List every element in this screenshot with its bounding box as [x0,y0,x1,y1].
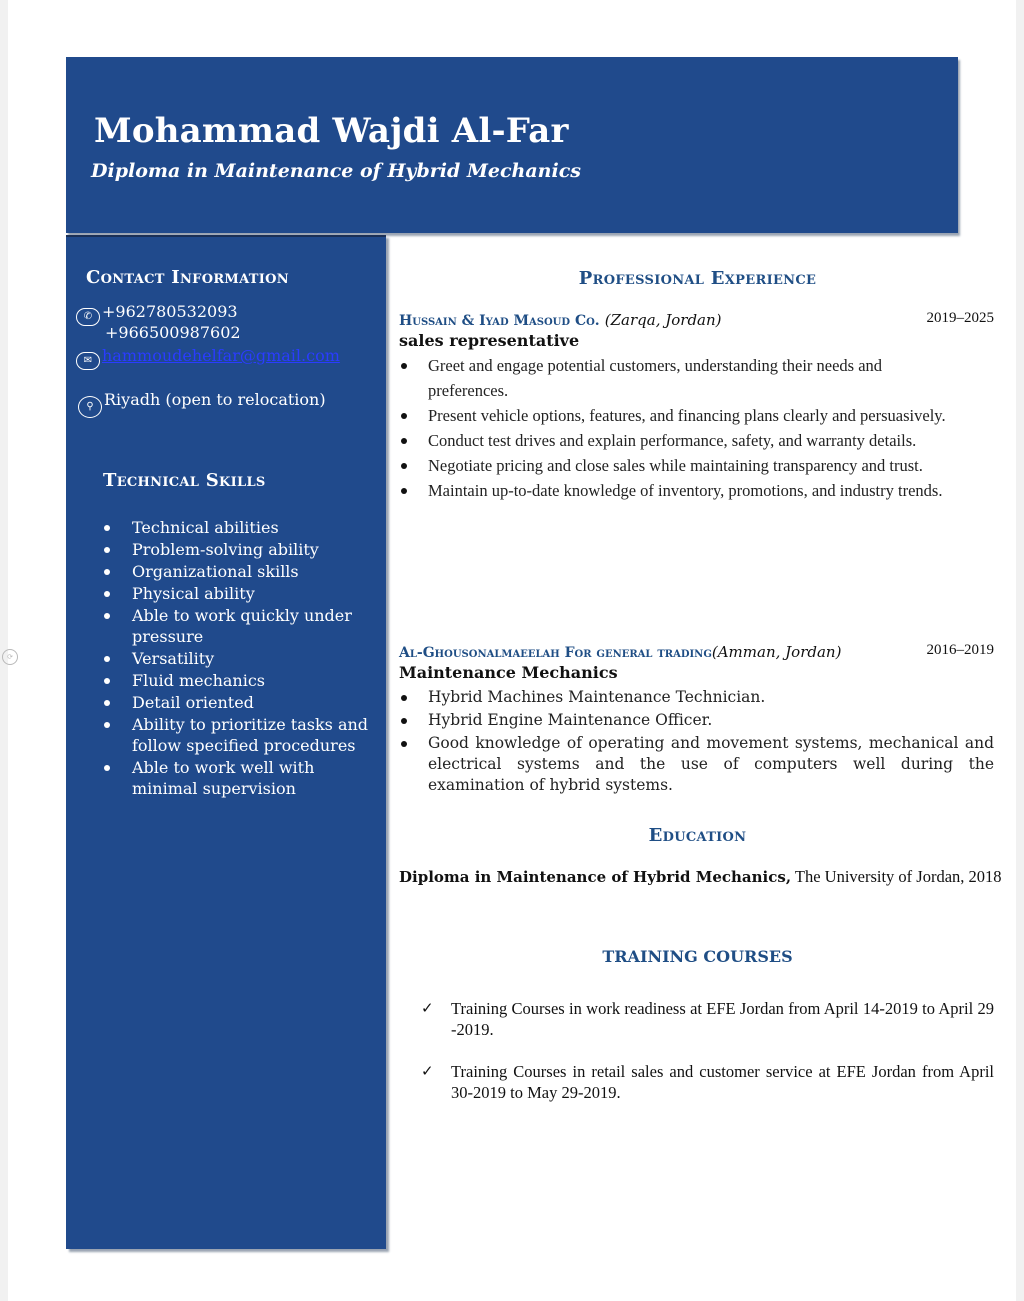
job-2-dates: 2016–2019 [926,642,994,658]
sidebar [66,235,386,1249]
job-bullet: Hybrid Engine Maintenance Officer. [399,710,994,731]
job-bullet: Negotiate pricing and close sales while maintaining transparency and trust. [399,453,959,478]
job-bullet: Hybrid Machines Maintenance Technician. [399,687,994,708]
training-heading: TRAINING COURSES [602,947,793,966]
job-2-header [399,642,994,661]
training-list-1 [421,998,994,1040]
skill-item: Detail oriented [104,692,374,713]
job-bullet: Maintain up-to-date knowledge of inventory, promotions, and industry trends. [399,478,959,503]
training-item: ✓ Training Courses in work readiness at EFE Jordan from April 14-2019 to April 29 -2019. [421,998,994,1040]
candidate-subtitle: Diploma in Maintenance of Hybrid Mechanics [91,160,581,182]
location-pin-icon: ⚲ [78,396,102,418]
skill-item: Problem-solving ability [104,539,374,560]
main-content [399,235,1002,1235]
training-list-2 [421,1061,994,1103]
skill-item: Physical ability [104,583,374,604]
margin-marker-icon: ⟳ [2,649,18,665]
training-item: ✓ Training Courses in retail sales and customer service at EFE Jordan from April 30-2019 to May 29-2019. [421,1061,994,1103]
skill-item: Versatility [104,648,374,669]
education-institution: The University of Jordan, 2018 [791,867,1002,886]
candidate-name: Mohammad Wajdi Al-Far [94,111,569,151]
job-1-dates: 2019–2025 [926,310,994,326]
phone-icon: ✆ [76,308,100,326]
job-2-role: Maintenance Mechanics [399,663,618,682]
job-bullet: Good knowledge of operating and movement systems, mechanical and electrical systems and the use of computers well during the examination of hybrid systems. [399,733,994,796]
skill-item: Able to work well with minimal supervision [104,757,374,799]
phone-1-text: +962780532093 [102,302,238,321]
education-heading: Education [648,825,747,846]
contact-email [76,346,340,370]
education-entry [399,867,1002,887]
skill-item: Technical abilities [104,517,374,538]
education-degree: Diploma in Maintenance of Hybrid Mechanics, [399,868,792,886]
contact-location [78,390,326,418]
job-1-location: (Zarqa, Jordan) [604,311,722,329]
email-link[interactable]: hammoudehelfar@gmail.com [102,346,340,365]
experience-heading: Professional Experience [578,268,817,289]
skill-item: Fluid mechanics [104,670,374,691]
job-bullet: Greet and engage potential customers, understanding their needs and preferences. [399,353,959,403]
job-bullet: Conduct test drives and explain performance, safety, and warranty details. [399,428,959,453]
skill-item: Ability to prioritize tasks and follow specified procedures [104,714,374,756]
job-2-bullets [399,687,994,798]
job-1-company: Hussain & Iyad Masoud Co. [399,313,600,329]
job-bullet: Present vehicle options, features, and financing plans clearly and persuasively. [399,403,959,428]
job-1-role: sales representative [399,331,580,350]
job-1-header [399,310,994,329]
skills-list [104,517,374,800]
resume-header [66,57,958,233]
job-2-location: (Amman, Jordan) [711,643,842,661]
contact-heading: Contact Information [86,267,289,288]
skills-heading: Technical Skills [103,470,266,491]
skill-item: Organizational skills [104,561,374,582]
contact-phone-2: +966500987602 [105,323,241,342]
email-icon: ✉ [76,352,100,370]
skill-item: Able to work quickly under pressure [104,605,374,647]
job-2-company: Al-Ghousonalmaeelah For general trading [399,645,712,661]
job-1-bullets [399,353,959,503]
location-text: Riyadh (open to relocation) [104,390,326,409]
